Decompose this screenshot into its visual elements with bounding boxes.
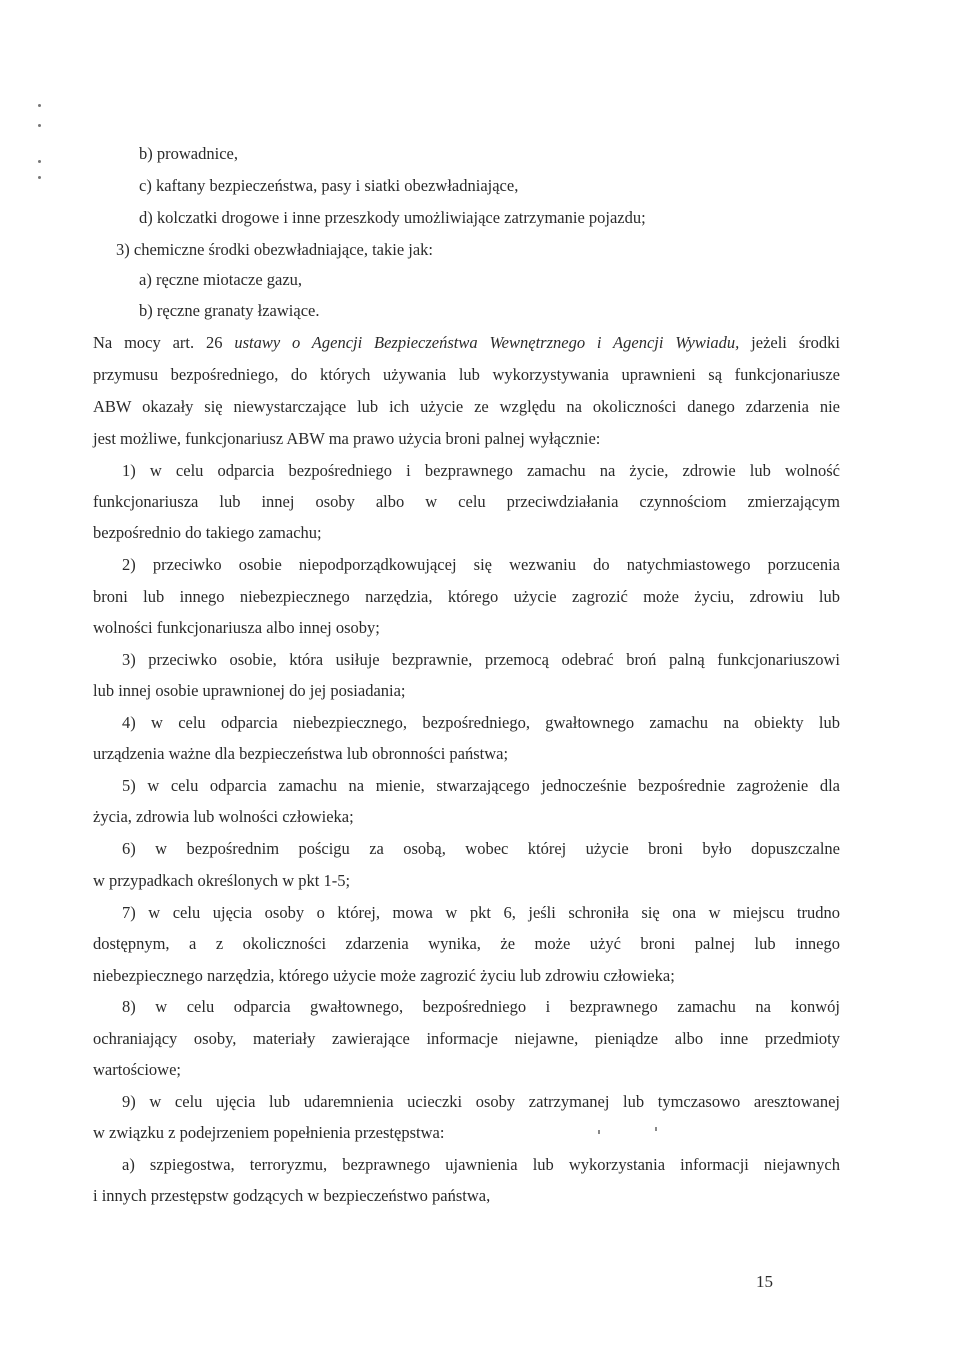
text-line: 1) w celu odparcia bezpośredniego i bezprawnego zamachu na życie, zdrowie lub wolność <box>122 461 840 480</box>
text-line: 8) w celu odparcia gwałtownego, bezpośredniego i bezprawnego zamachu na konwój <box>122 997 840 1016</box>
intro-text: jeżeli środki <box>739 333 840 352</box>
list-item: 3) chemiczne środki obezwładniające, takie jak: <box>116 240 434 259</box>
text-line: broni lub innego niebezpiecznego narzędzia, którego użycie zagrozić może życiu, zdrowiu lub <box>93 587 840 606</box>
text-line: w przypadkach określonych w pkt 1-5; <box>93 871 351 890</box>
list-item: b) ręczne granaty łzawiące. <box>139 301 320 320</box>
scan-speck <box>38 176 41 179</box>
text-line: wartościowe; <box>93 1060 181 1079</box>
paragraph-intro <box>93 333 840 353</box>
text-line: wolności funkcjonariusza albo innej osoby; <box>93 618 380 637</box>
text-line: jest możliwe, funkcjonariusz ABW ma prawo użycia broni palnej wyłącznie: <box>93 429 601 448</box>
text-line: ABW okazały się niewystarczające lub ich użycie ze względu na okoliczności danego zdarzenia nie <box>93 397 840 416</box>
text-line: niebezpiecznego narzędzia, którego użycie może zagrozić życiu lub zdrowiu człowieka; <box>93 966 675 985</box>
scan-speck <box>598 1130 600 1134</box>
text-line: przymusu bezpośredniego, do których używania lub wykorzystywania uprawnieni są funkcjonariusze <box>93 365 840 384</box>
intro-text: Na mocy art. 26 <box>93 333 235 352</box>
list-item: c) kaftany bezpieczeństwa, pasy i siatki obezwładniające, <box>139 176 519 195</box>
list-item: d) kolczatki drogowe i inne przeszkody umożliwiające zatrzymanie pojazdu; <box>139 208 646 227</box>
page-number: 15 <box>756 1272 773 1291</box>
text-line: a) szpiegostwa, terroryzmu, bezprawnego ujawnienia lub wykorzystania informacji niejawnych <box>122 1155 840 1174</box>
text-line: i innych przestępstw godzących w bezpieczeństwo państwa, <box>93 1186 491 1205</box>
text-line: 2) przeciwko osobie niepodporządkowującej się wezwaniu do natychmiastowego porzucenia <box>122 555 840 574</box>
text-line: w związku z podejrzeniem popełnienia przestępstwa: <box>93 1123 445 1142</box>
scan-speck <box>655 1127 657 1131</box>
text-line: 7) w celu ujęcia osoby o której, mowa w pkt 6, jeśli schroniła się ona w miejscu trudno <box>122 903 840 922</box>
scan-speck <box>38 160 41 163</box>
text-line: funkcjonariusza lub innej osoby albo w celu przeciwdziałania czynnościom zmierzającym <box>93 492 840 511</box>
text-line: 6) w bezpośrednim pościgu za osobą, wobec której użycie broni było dopuszczalne <box>122 839 840 858</box>
text-line: dostępnym, a z okoliczności zdarzenia wynika, że może użyć broni palnej lub innego <box>93 934 840 953</box>
text-line: 3) przeciwko osobie, która usiłuje bezprawnie, przemocą odebrać broń palną funkcjonariuszowi <box>122 650 840 669</box>
text-line: 9) w celu ujęcia lub udaremnienia ucieczki osoby zatrzymanej lub tymczasowo aresztowanej <box>122 1092 840 1111</box>
text-line: 5) w celu odparcia zamachu na mienie, stwarzającego jednocześnie bezpośrednie zagrożenie dla <box>122 776 840 795</box>
list-item: a) ręczne miotacze gazu, <box>139 270 303 289</box>
text-line: lub innej osobie uprawnionej do jej posiadania; <box>93 681 406 700</box>
list-item: b) prowadnice, <box>139 144 238 163</box>
text-line: 4) w celu odparcia niebezpiecznego, bezpośredniego, gwałtownego zamachu na obiekty lub <box>122 713 840 732</box>
text-line: ochraniający osoby, materiały zawierające informacje niejawne, pieniądze albo inne przedmioty <box>93 1029 840 1048</box>
scan-speck <box>38 124 41 127</box>
text-line: urządzenia ważne dla bezpieczeństwa lub obronności państwa; <box>93 744 509 763</box>
law-title: ustawy o Agencji Bezpieczeństwa Wewnętrznego i Agencji Wywiadu, <box>234 333 740 352</box>
scan-speck <box>38 104 41 107</box>
text-line: życia, zdrowia lub wolności człowieka; <box>93 807 354 826</box>
text-line: bezpośrednio do takiego zamachu; <box>93 523 322 542</box>
